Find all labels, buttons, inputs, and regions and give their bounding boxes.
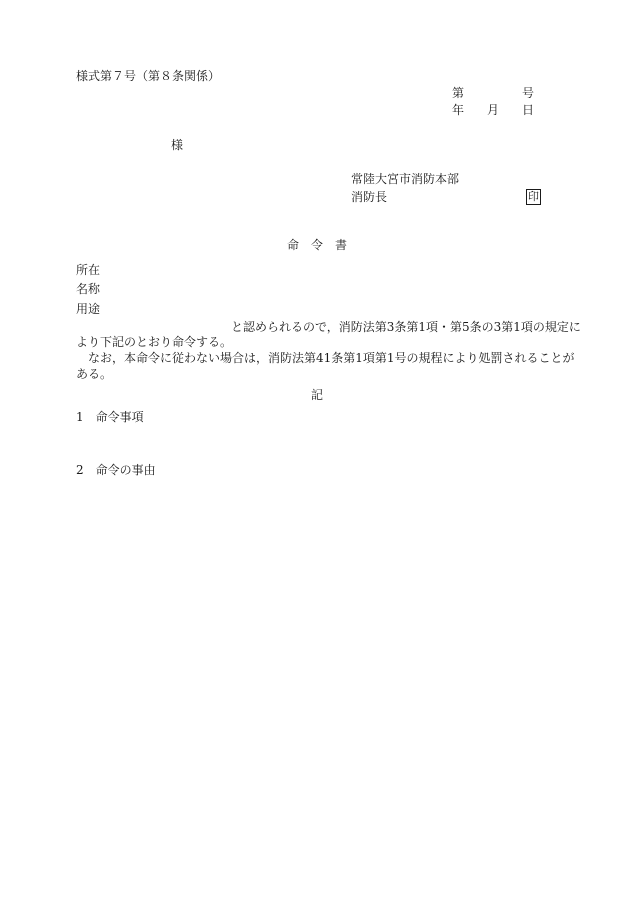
date-day: 日 [522,103,535,117]
field-location-label: 所在 [76,263,101,277]
number-suffix: 号 [522,86,535,100]
issuer-organization: 常陸大宮市消防本部 [351,172,460,186]
body-line-1: と認められるので，消防法第3条第1項・第5条の3第1項の規定に [231,320,581,334]
item-2-heading: 2 命令の事由 [76,463,156,477]
date-year: 年 [452,103,465,117]
item-1-heading: 1 命令事項 [76,410,144,424]
recipient-honorific: 様 [171,138,184,152]
date-month: 月 [487,103,500,117]
seal-mark: 印 [528,190,539,203]
body-line-3: なお，本命令に従わない場合は，消防法第41条第1項第1号の規程により処罰されることが [76,351,575,365]
title-char-1: 命 [287,238,300,252]
ki-heading: 記 [311,388,324,402]
field-name-label: 名称 [76,282,101,296]
document-title [287,237,359,253]
body-line-2: より下記のとおり命令する。 [76,335,233,349]
issuer-title: 消防長 [351,190,388,204]
field-use-label: 用途 [76,302,101,316]
title-char-3: 書 [335,238,348,252]
body-line-4: ある。 [76,367,113,381]
title-char-2: 令 [311,238,324,252]
form-label: 様式第７号（第８条関係） [76,69,221,83]
number-prefix: 第 [452,86,465,100]
